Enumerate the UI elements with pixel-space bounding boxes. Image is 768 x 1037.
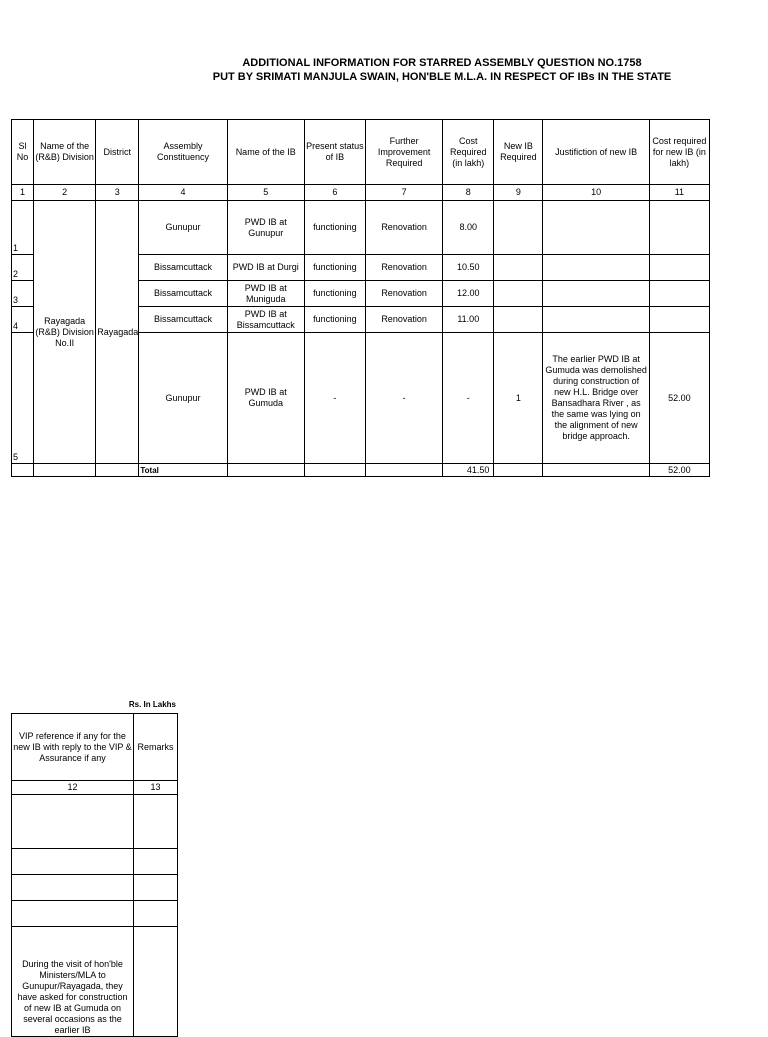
status-cell: - bbox=[304, 333, 365, 464]
document-title-line1: ADDITIONAL INFORMATION FOR STARRED ASSEMBLY QUESTION NO.1758 bbox=[242, 57, 642, 69]
header-remarks: Remarks bbox=[134, 714, 178, 781]
column-number-row bbox=[12, 781, 178, 795]
header-sl: Sl No bbox=[12, 120, 34, 185]
col-number: 13 bbox=[134, 781, 178, 795]
remarks-cell bbox=[134, 875, 178, 901]
improvement-cell: Renovation bbox=[365, 307, 442, 333]
header-cost: Cost Required (in lakh) bbox=[443, 120, 494, 185]
header-new-cost: Cost required for new IB (in lakh) bbox=[649, 120, 709, 185]
status-cell: functioning bbox=[304, 307, 365, 333]
header-justification: Justifiction of new IB bbox=[543, 120, 649, 185]
table-row bbox=[12, 795, 178, 849]
ib-information-table bbox=[11, 119, 710, 477]
document-title-line2: PUT BY SRIMATI MANJULA SWAIN, HON'BLE M.L.A. IN RESPECT OF IBs IN THE STATE bbox=[212, 71, 672, 83]
status-cell: functioning bbox=[304, 255, 365, 281]
district-cell: Rayagada bbox=[96, 201, 139, 464]
empty-cell bbox=[365, 464, 442, 477]
table-row bbox=[12, 849, 178, 875]
status-cell: functioning bbox=[304, 201, 365, 255]
improvement-cell: - bbox=[365, 333, 442, 464]
empty-cell bbox=[96, 464, 139, 477]
new-cost-cell bbox=[649, 281, 709, 307]
cost-cell: 10.50 bbox=[443, 255, 494, 281]
col-number: 8 bbox=[443, 185, 494, 201]
new-ib-cell bbox=[494, 255, 543, 281]
header-division: Name of the (R&B) Division bbox=[34, 120, 96, 185]
remarks-cell bbox=[134, 795, 178, 849]
empty-cell bbox=[543, 464, 649, 477]
header-row bbox=[12, 120, 710, 185]
header-status: Present status of IB bbox=[304, 120, 365, 185]
constituency-cell: Bissamcuttack bbox=[139, 281, 227, 307]
col-number: 12 bbox=[12, 781, 134, 795]
units-label: Rs. In Lakhs bbox=[128, 700, 176, 709]
cost-cell: 12.00 bbox=[443, 281, 494, 307]
col-number: 7 bbox=[365, 185, 442, 201]
header-constituency: Assembly Constituency bbox=[139, 120, 227, 185]
status-cell: functioning bbox=[304, 281, 365, 307]
column-number-row bbox=[12, 185, 710, 201]
header-vip-reference: VIP reference if any for the new IB with reply to the VIP & Assurance if any bbox=[12, 714, 134, 781]
empty-cell bbox=[304, 464, 365, 477]
total-row bbox=[12, 464, 710, 477]
sl-cell: 1 bbox=[12, 201, 34, 255]
justification-cell bbox=[543, 255, 649, 281]
ib-name-cell: PWD IB at Gumuda bbox=[227, 333, 304, 464]
col-number: 9 bbox=[494, 185, 543, 201]
col-number: 5 bbox=[227, 185, 304, 201]
vip-cell bbox=[12, 875, 134, 901]
division-cell: Rayagada (R&B) Division No.II bbox=[34, 201, 96, 464]
table-row bbox=[12, 875, 178, 901]
new-cost-cell: 52.00 bbox=[649, 333, 709, 464]
new-ib-cell bbox=[494, 307, 543, 333]
improvement-cell: Renovation bbox=[365, 255, 442, 281]
table-row bbox=[12, 201, 710, 255]
new-ib-cell: 1 bbox=[494, 333, 543, 464]
header-row bbox=[12, 714, 178, 781]
col-number: 2 bbox=[34, 185, 96, 201]
header-new-ib: New IB Required bbox=[494, 120, 543, 185]
remarks-cell bbox=[134, 901, 178, 927]
ib-name-cell: PWD IB at Muniguda bbox=[227, 281, 304, 307]
ib-name-cell: PWD IB at Bissamcuttack bbox=[227, 307, 304, 333]
constituency-cell: Gunupur bbox=[139, 333, 227, 464]
sl-cell: 2 bbox=[12, 255, 34, 281]
justification-cell bbox=[543, 281, 649, 307]
table-row bbox=[12, 901, 178, 927]
remarks-cell bbox=[134, 927, 178, 1037]
col-number: 10 bbox=[543, 185, 649, 201]
vip-cell bbox=[12, 795, 134, 849]
empty-cell bbox=[34, 464, 96, 477]
col-number: 1 bbox=[12, 185, 34, 201]
cost-cell: 11.00 bbox=[443, 307, 494, 333]
new-cost-cell bbox=[649, 255, 709, 281]
col-number: 11 bbox=[649, 185, 709, 201]
cost-cell: 8.00 bbox=[443, 201, 494, 255]
header-district: District bbox=[96, 120, 139, 185]
vip-cell bbox=[12, 901, 134, 927]
new-ib-cell bbox=[494, 281, 543, 307]
total-label: Total bbox=[139, 464, 227, 477]
header-improvement: Further Improvement Required bbox=[365, 120, 442, 185]
new-cost-cell bbox=[649, 201, 709, 255]
justification-cell: The earlier PWD IB at Gumuda was demolished during construction of new H.L. Bridge over Bansadhara River , as the same was lying on the alignment of new bridge approach. bbox=[543, 333, 649, 464]
empty-cell bbox=[227, 464, 304, 477]
header-ib-name: Name of the IB bbox=[227, 120, 304, 185]
col-number: 3 bbox=[96, 185, 139, 201]
vip-text-cell: During the visit of hon'ble Ministers/MLA to Gunupur/Rayagada, they have asked for construction of new IB at Gumuda on several occasions as the earlier IB bbox=[12, 927, 134, 1037]
constituency-cell: Gunupur bbox=[139, 201, 227, 255]
empty-cell bbox=[12, 464, 34, 477]
improvement-cell: Renovation bbox=[365, 281, 442, 307]
cost-cell: - bbox=[443, 333, 494, 464]
new-cost-cell bbox=[649, 307, 709, 333]
sl-cell: 4 bbox=[12, 307, 34, 333]
sl-cell: 3 bbox=[12, 281, 34, 307]
col-number: 4 bbox=[139, 185, 227, 201]
vip-cell bbox=[12, 849, 134, 875]
ib-name-cell: PWD IB at Gunupur bbox=[227, 201, 304, 255]
empty-cell bbox=[494, 464, 543, 477]
constituency-cell: Bissamcuttack bbox=[139, 255, 227, 281]
col-number: 6 bbox=[304, 185, 365, 201]
total-new-cost: 52.00 bbox=[649, 464, 709, 477]
vip-reference-table bbox=[11, 713, 178, 1037]
ib-name-cell: PWD IB at Durgi bbox=[227, 255, 304, 281]
constituency-cell: Bissamcuttack bbox=[139, 307, 227, 333]
improvement-cell: Renovation bbox=[365, 201, 442, 255]
justification-cell bbox=[543, 307, 649, 333]
sl-cell: 5 bbox=[12, 333, 34, 464]
remarks-cell bbox=[134, 849, 178, 875]
total-cost: 41.50 bbox=[443, 464, 494, 477]
justification-cell bbox=[543, 201, 649, 255]
new-ib-cell bbox=[494, 201, 543, 255]
table-row bbox=[12, 927, 178, 1037]
